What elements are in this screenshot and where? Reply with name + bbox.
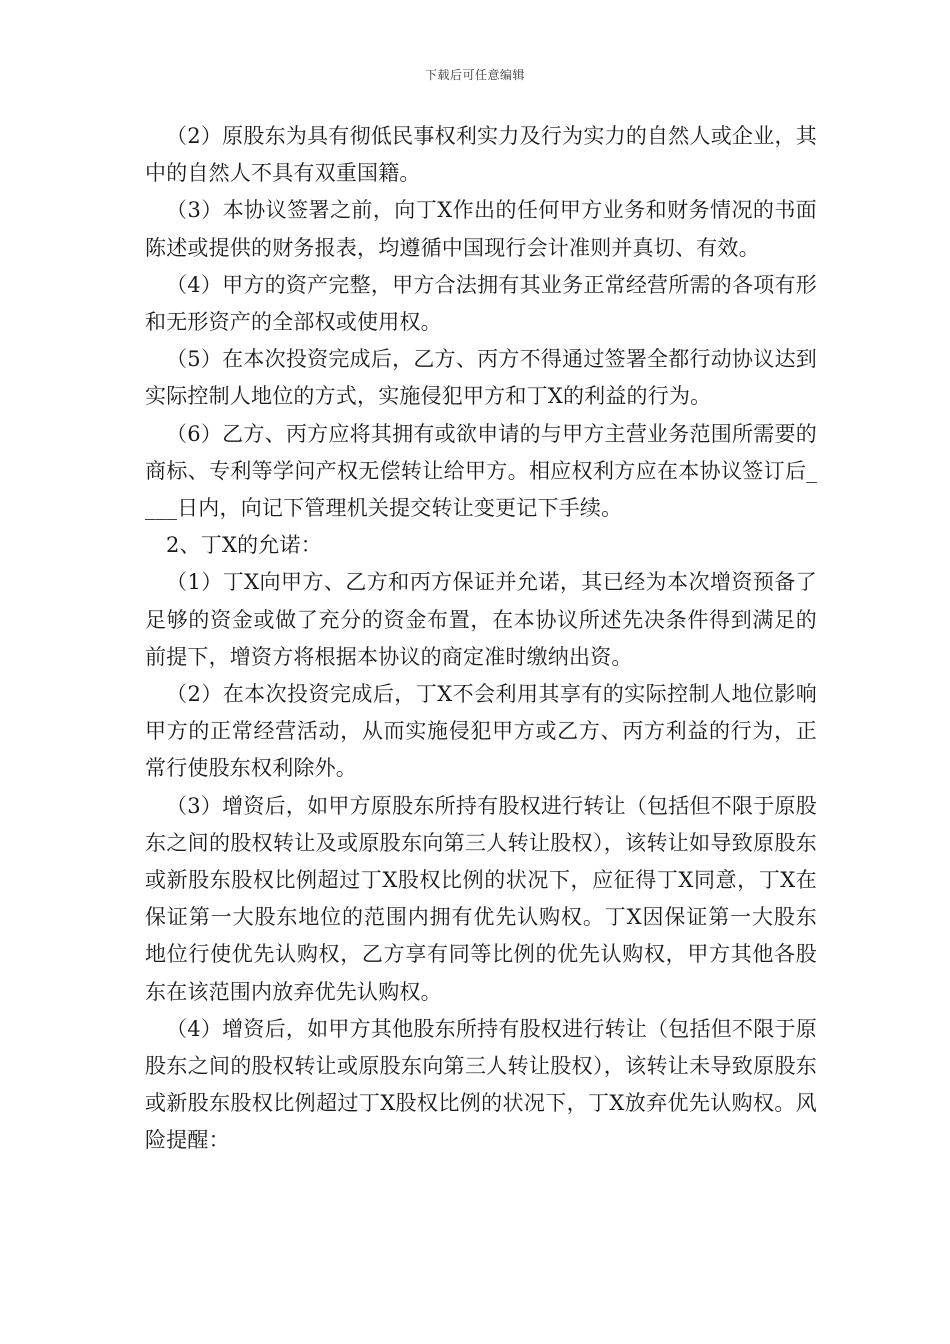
section-heading-commitments: 2、丁X的允诺： bbox=[166, 533, 322, 558]
document-body bbox=[145, 118, 817, 1160]
paragraph-financial-statements: （3）本协议签署之前，向丁X作出的任何甲方业务和财务情况的书面陈述或提供的财务报表，均遵循中国现行会计准则并真切、有效。 bbox=[145, 198, 817, 260]
paragraph-concerted-action: （5）在本次投资完成后，乙方、丙方不得通过签署全都行动协议达到实际控制人地位的方式，实施侵犯甲方和丁X的利益的行为。 bbox=[145, 347, 817, 409]
paragraph-asset-ownership: （4）甲方的资产完整，甲方合法拥有其业务正常经营所需的各项有形和无形资产的全部权或使用权。 bbox=[145, 272, 817, 335]
paragraph-preemptive-right: （3）增资后，如甲方原股东所持有股权进行转让（包括但不限于原股东之间的股权转让及或原股东向第三人转让股权），该转让如导致原股东或新股东股权比例超过丁X股权比例的状况下，应征得丁X同意，丁X在保证第一大股东地位的范围内拥有优先认购权。丁X因保证第一大股东地位行使优先认购权，乙方享有同等比例的优先认购权，甲方其他各股东在该范围内放弃优先认购权。 bbox=[145, 793, 817, 1004]
paragraph-waiver-preemptive: （4）增资后，如甲方其他股东所持有股权进行转让（包括但不限于原股东之间的股权转让或原股东向第三人转让股权），该转让未导致原股东或新股东股权比例超过丁X股权比例的状况下，丁X放弃优先认购权。风险提醒： bbox=[145, 1016, 817, 1153]
paragraph-ip-transfer: （6）乙方、丙方应将其拥有或欲申请的与甲方主营业务范围所需要的商标、专利等学问产权无偿转让给甲方。相应权利方应在本协议签订后____日内，向记下管理机关提交转让变更记下手续。 bbox=[145, 421, 817, 521]
paragraph-shareholder-capacity: （2）原股东为具有彻低民事权利实力及行为实力的自然人或企业，其中的自然人不具有双重国籍。 bbox=[145, 124, 817, 186]
paragraph-capital-guarantee: （1）丁X向甲方、乙方和丙方保证并允诺，其已经为本次增资预备了足够的资金或做了充分的资金布置，在本协议所述先决条件得到满足的前提下，增资方将根据本协议的商定准时缴纳出资。 bbox=[145, 570, 817, 669]
page-header: 下载后可任意编辑 bbox=[424, 68, 525, 82]
paragraph-control-limitation: （2）在本次投资完成后，丁X不会利用其享有的实际控制人地位影响甲方的正常经营活动，从而实施侵犯甲方或乙方、丙方利益的行为，正常行使股东权利除外。 bbox=[145, 682, 817, 781]
